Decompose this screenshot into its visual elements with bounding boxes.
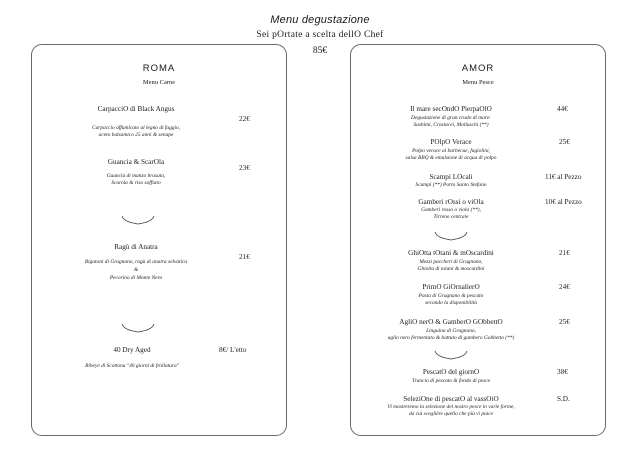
dish-price: 21€ <box>559 249 570 257</box>
dish-price: 44€ <box>557 105 568 113</box>
amor-card <box>350 44 606 436</box>
dish-price: 22€ <box>239 115 250 123</box>
dish-description: Vi mostreremo la selezione del nostro pesce in varie forme, da cui sceglière quello che più vi piace <box>387 404 515 417</box>
dish-name: PrimO GiOrnalierO <box>422 283 480 291</box>
dish-description: Guancia di manzo brasata, Scarola & riso soffiato <box>106 173 166 186</box>
roma-title: ROMA <box>142 63 176 74</box>
dish-description: Mezzi paccheri di Gragnano, Ghiotta di totani & moscardini <box>417 259 485 272</box>
menu-title: Menu degustazione <box>270 14 370 26</box>
roma-card <box>31 44 287 436</box>
dish-name: Gamberi rOssi o viOla <box>418 198 484 206</box>
dish-description: Ribeye di Scottona "40 giorni di frollatura" <box>85 363 179 369</box>
dish-name: Scampi LOcali <box>429 173 473 181</box>
dish-description: Degustazione di gran crudo di mare: Sashimi, Crostacei, Molluschi (**) <box>411 115 491 128</box>
dish-price: 38€ <box>557 368 568 376</box>
dish-price: 21€ <box>239 253 250 261</box>
dish-name: PescatO del giornO <box>422 368 480 376</box>
dish-description: Rigatoni di Gragnano, ragù di anatra selvatica & Pecorino di Monte Nero <box>84 259 188 281</box>
dish-price: 23€ <box>239 164 250 172</box>
dish-name: Ragù di Anatra <box>114 243 158 251</box>
roma-subtitle: Menu Carne <box>142 79 176 86</box>
ornament-divider <box>121 215 155 225</box>
dish-price: 8€/ L'etto <box>219 346 247 354</box>
menu-subtitle: Sei pOrtate a scelta dellO Chef <box>256 30 384 40</box>
dish-description: Carpaccio affumicato al legno di faggio, aceto balsamico 25 anni & senape <box>91 125 181 138</box>
dish-description: Linguina di Gragnano, aglio nero fermentato & battuto di gambero Gobbetto (**) <box>387 328 515 341</box>
dish-price: S.D. <box>557 395 570 403</box>
dish-name: CarpacciO di Black Angus <box>97 105 175 113</box>
dish-name: SeleziOne di pescatO al vassOiO <box>403 395 499 403</box>
dish-name: GhiOtta tOtani & mOscardini <box>408 249 494 257</box>
ornament-divider <box>434 231 468 241</box>
dish-description: Scampi (**) Porto Santo Stefano <box>415 182 487 188</box>
dish-name: Il mare secOndO PierpaOlO <box>410 105 492 113</box>
dish-name: POlpO Verace <box>430 138 472 146</box>
dish-description: Trancio di pescato & fondo di pesce <box>411 378 491 384</box>
dish-name: 40 Dry Aged <box>113 346 151 354</box>
dish-name: AgliO nerO & GamberO GObbettO <box>399 318 503 326</box>
dish-description: Pasta di Gragnano & pescato secondo la disponibilità <box>418 293 484 306</box>
dish-price: 25€ <box>559 318 570 326</box>
ornament-divider <box>121 323 155 333</box>
dish-description: Gamberi rosso o viola (**), Tirreno centrale <box>421 207 481 220</box>
ornament-divider <box>434 350 468 360</box>
dish-price: 10€ al Pezzo <box>545 198 582 206</box>
dish-price: 25€ <box>559 138 570 146</box>
dish-name: Guancia & ScarOla <box>107 158 165 166</box>
amor-title: AMOR <box>461 63 495 74</box>
dish-price: 11€ al Pezzo <box>545 173 582 181</box>
dish-price: 24€ <box>559 283 570 291</box>
amor-subtitle: Menu Pesce <box>462 79 494 86</box>
dish-description: Polpo verace al barbecue, fagiolini, salsa BBQ & emulsione di acqua di polpo <box>405 148 497 161</box>
menu-price: 85€ <box>312 46 328 56</box>
